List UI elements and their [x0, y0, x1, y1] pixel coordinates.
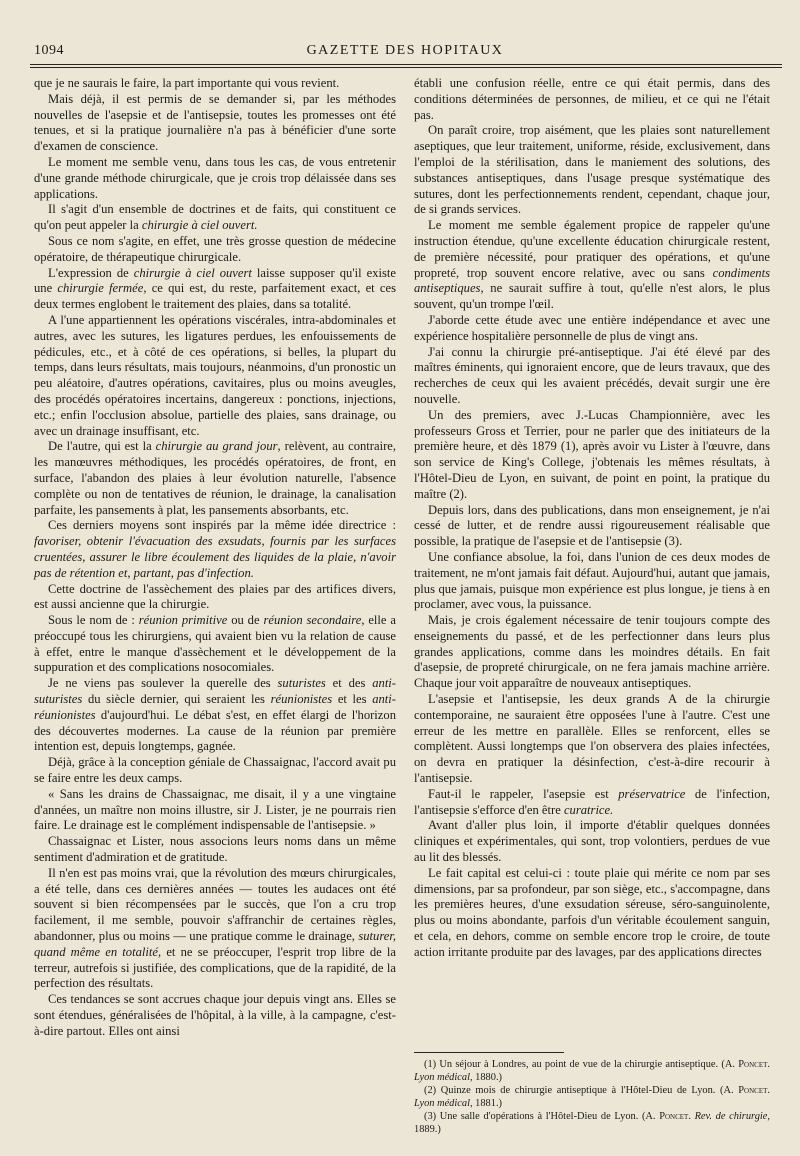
paragraph: Depuis lors, dans des publications, dans mon enseignement, je n'ai cessé de lutter, et de rendre aussi rigoureusement réalisable que possible, la pratique de l'asepsie et de l'antisepsie (3).	[414, 502, 770, 549]
paragraph	[34, 439, 396, 518]
text-run: ou de	[227, 613, 264, 628]
paragraph: Le moment me semble venu, dans tous les cas, de vous entretenir d'une grande méthode chirurgicale, que je crois trop délaissée dans ses applications.	[34, 154, 396, 201]
paragraph: J'ai connu la chirurgie pré-antiseptique. J'ai été élevé par des maîtres éminents, qui ignoraient encore, que de leurs travaux, que des recherches de ceux qui les avaient précédés, devait surgir une ère nouvelle.	[414, 344, 770, 406]
italic-run: chirurgie à ciel ouvert	[133, 265, 252, 280]
paragraph: Ces tendances se sont accrues chaque jour depuis vingt ans. Elles se sont étendues, généralisées de l'hôpital, à la ville, à la campagne, c'est-à-dire partout. Elles ont ainsi	[34, 992, 396, 1038]
paragraph	[34, 613, 396, 676]
paragraph: « Sans les drains de Chassaignac, me disait, il y a une vingtaine d'années, un maître non moins illustre, sir J. Lister, je ne pourrais rien faire. Le drainage est le complément indispensable de l'antisepsie. »	[34, 786, 396, 833]
paragraph: Un des premiers, avec J.-Lucas Championnière, avec les professeurs Gross et Terrier, pour ne parler que des initiateurs de la première heure, et dès 1879 (1), après avoir vu Lister à l'œuvre, dans son service de King's College, j'obtenais les mêmes résultats, à l'Hôtel-Dieu de Lyon, en suivant, de point en point, la pratique du maître (2).	[414, 407, 770, 501]
text-run: et les	[332, 692, 373, 707]
italic-run: condiments antiseptiques	[414, 265, 770, 296]
paragraph: établi une confusion réelle, entre ce qui était permis, dans des conditions déterminées de personnes, de milieu, et ce qui ne l'était pas.	[414, 76, 770, 122]
journal-name: Lyon médical	[414, 1098, 470, 1109]
italic-run: chirurgie fermée	[57, 281, 144, 296]
left-column	[34, 76, 396, 1040]
footnote-rule	[414, 1052, 564, 1053]
header-rule	[30, 64, 782, 65]
text-run: (3) Une salle d'opérations à l'Hôtel-Dieu de Lyon. (A.	[424, 1111, 660, 1122]
text-run: et des	[325, 676, 373, 691]
italic-run: curatrice.	[563, 802, 614, 817]
text-run: .	[688, 1111, 695, 1122]
italic-run: chirurgie au grand jour	[155, 439, 278, 454]
text-run: (1) Un séjour à Londres, au point de vue de la chirurgie antiseptique. (A.	[424, 1059, 739, 1070]
text-run: , ce qui est, du reste, parfaitement exact, et ces deux termes englobent le traitement des plaies, dans sa totalité.	[34, 281, 396, 312]
text-run: Je ne viens pas soulever la querelle des	[48, 676, 278, 691]
text-run: .	[767, 1085, 770, 1096]
text-run: , 1881.)	[469, 1098, 503, 1109]
paragraph	[34, 866, 396, 992]
paragraph: Déjà, grâce à la conception géniale de Chassaignac, l'accord avait pu se faire entre les deux camps.	[34, 755, 396, 786]
italic-run: préservatrice	[618, 786, 686, 801]
paragraph: Cette doctrine de l'assèchement des plaies par des artifices divers, est aussi ancienne que la chirurgie.	[34, 581, 396, 612]
italic-run: réunionistes	[270, 692, 333, 707]
italic-run: réunion secondaire	[263, 613, 362, 628]
text-run: , ne saurait suffire à tout, qu'elle n'est alors, le plus souvent, qu'un trompe l'œil.	[414, 281, 770, 312]
running-header	[30, 40, 780, 62]
paragraph	[414, 787, 770, 819]
text-run: Faut-il le rappeler, l'asepsie est	[428, 786, 619, 801]
text-run: , 1880.)	[469, 1072, 503, 1083]
author-name: Poncet	[738, 1059, 768, 1070]
text-run: , relèvent, au contraire, les manœuvres méthodiques, les procédés opératoires, de front, en surface, l'abandon des plaies à leur évolution naturelle, l'absence complète ou non de tentatives de réunion, le drainage, la canalisation parfaite, les pansements à plat, les pansements absorbants, etc.	[34, 439, 396, 517]
author-name: Poncet	[659, 1111, 689, 1122]
text-run: d'aujourd'hui. Le débat s'est, en effet élargi de l'horizon des découvertes modernes. La cause de la réunion par première intention est, depuis longtemps, gagnée.	[34, 707, 396, 754]
page-number: 1094	[34, 43, 64, 58]
paragraph: L'asepsie et l'antisepsie, les deux grands A de la chirurgie contemporaine, ne sauraient être opposées l'une à l'autre. C'est une erreur de les mettre en parallèle. Elles se renforcent, elles se complètent. Aussi longtemps que l'on observera des plaies infectées, on devra en pratiquer la désinfection, c'est-à-dire recourir à l'antisepsie.	[414, 692, 770, 786]
italic-run: réunion primitive	[138, 613, 228, 628]
text-run: Le moment me semble également propice de rappeler qu'une instruction étendue, qu'une excellente éducation chirurgicale restent, de première nécessité, pour pratiquer des opérations, et qu'une propreté, trop souvent encore relative, avec ou sans	[414, 218, 770, 280]
paragraph: Avant d'aller plus loin, il importe d'établir quelques données cliniques et expérimentales, qui sont, trop volontiers, perdues de vue au lit des blessés.	[414, 818, 770, 865]
text-run: laisse supposer qu'il existe une	[34, 265, 396, 296]
footnotes	[414, 1058, 770, 1136]
paragraph: A l'une appartiennent les opérations viscérales, intra-abdominales et autres, avec les sutures, les ligatures perdues, les enfouissements de pédicules, etc., et à côté de ces opérations, si belles, la plupart du temps, dans leurs résultats, mais toujours, néanmoins, d'un pronostic un peu aléatoire, d'autres opérations, cavitaires, plus ou moins aveugles, des procédés opératoires incertains, dangereux : ponctions, injections, etc.; enfin l'occlusion absolue, partielle des plaies, sans drainage, ou avec un drainage insuffisant, etc.	[34, 312, 396, 438]
paragraph	[34, 202, 396, 234]
text-run: Ces derniers moyens sont inspirés par la même idée directrice :	[48, 518, 396, 533]
italic-run: suturistes	[277, 676, 326, 691]
paragraph: Sous ce nom s'agite, en effet, une très grosse question de médecine opératoire, de thérapeutique chirurgicale.	[34, 233, 396, 264]
header-rule-second	[30, 67, 782, 68]
italic-run: chirurgie à ciel ouvert.	[141, 218, 258, 233]
italic-run: anti-suturistes	[34, 676, 397, 707]
text-run: De l'autre, qui est la	[48, 439, 156, 454]
text-run: , et ne se préoccuper, l'esprit trop libre de la terreur, autrefois si justifiée, des complications, que de la rapidité, de la perfection des résultats.	[34, 944, 396, 991]
journal-title: GAZETTE DES HOPITAUX	[306, 43, 504, 58]
italic-run: suturer, quand même en totalité	[34, 929, 396, 959]
text-run: Sous le nom de :	[48, 613, 139, 628]
paragraph	[34, 518, 396, 581]
paragraph	[414, 218, 770, 313]
right-column	[414, 76, 770, 961]
journal-name: Rev. de chirurgie	[694, 1111, 768, 1122]
paragraph: Une confiance absolue, la foi, dans l'union de ces deux modes de traitement, ne m'ont jamais fait défaut. Aujourd'hui, autant que jamais, plus que jamais, puisque mon expérience est plus longue, je tiens à en proclamer, avec vous, la puissance.	[414, 549, 770, 612]
italic-run: anti-réunionistes	[34, 692, 396, 722]
text-run: Il n'en est pas moins vrai, que la révolution des mœurs chirurgicales, a été telle, dans ces dernières années — toutes les audaces ont été souvent si bien récompensées par le succès, que l'on a cru trop facilement, il me semble, pouvoir s'affranchir de certaines règles, abandonner, plus ou moins — une pratique comme le drainage,	[34, 865, 396, 944]
paragraph: que je ne saurais le faire, la part importante qui vous revient.	[34, 76, 340, 90]
text-run: , elle a préoccupé tous les chirurgiens, qui avaient bien vu la relation de cause à effet, entre le manque d'assèchement et le développement de la suppuration et des complications nosocomiales.	[34, 613, 396, 675]
text-run: , 1889.)	[414, 1111, 770, 1135]
paragraph: Chassaignac et Lister, nous associons leurs noms dans un même sentiment d'admiration et de gratitude.	[34, 834, 396, 865]
text-run: Il s'agit d'un ensemble de doctrines et de faits, qui constituent ce qu'on peut appeler la	[34, 202, 396, 233]
paragraph: On paraît croire, trop aisément, que les plaies sont naturellement aseptiques, que leur traitement, uniforme, réside, exclusivement, dans l'emploi de la stérilisation, dans le maniement des solutions, des substances antiseptiques, dans l'usage presque systématique des sutures, dont les perfectionnements rendent, cependant, chaque jour, de si grands services.	[414, 123, 770, 217]
italic-run: favoriser, obtenir l'évacuation des exsudats, fournis par les surfaces cruentées, assurer le libre écoulement des liquides de la plaie, n'avoir pas de rétention et, partant, pas d'infection.	[34, 534, 396, 580]
footnote	[414, 1110, 770, 1136]
paragraph: Mais, je crois également nécessaire de tenir toujours compte des enseignements du passé, et de les perfectionner dans leurs plus grandes applications, comme dans les moindres détails. En fait d'asepsie, de propreté chirurgicale, on ne fera jamais machine arrière. Chaque jour voit apparaître de nouveaux antiseptiques.	[414, 613, 770, 691]
paragraph: J'aborde cette étude avec une entière indépendance et avec une expérience hospitalière personnelle de plus de vingt ans.	[414, 312, 770, 343]
paragraph	[34, 676, 396, 755]
paragraph: Mais déjà, il est permis de se demander si, par les méthodes nouvelles de l'asepsie et de l'antisepsie, toutes les promesses ont été tenues, et si la pratique journalière n'a pas à bénéficier d'une sorte d'examen de conscience.	[34, 91, 396, 154]
text-run: (2) Quinze mois de chirurgie antiseptique à l'Hôtel-Dieu de Lyon. (A.	[424, 1085, 739, 1096]
text-run: de l'infection, l'antisepsie s'efforce d'en être	[414, 786, 770, 817]
paragraph: Le fait capital est celui-ci : toute plaie qui mérite ce nom par ses dimensions, par sa profondeur, par son siège, etc., s'accompagne, dans les premières heures, d'une exsudation séreuse, séro-sanguinolente, plus ou moins abondante, parfois d'un véritable écoulement sanguin, et cela, en dehors, comme on semble encore trop le croire, de toute action irritante produite par des lavages, par des applications directes	[414, 865, 770, 959]
text-run: .	[767, 1059, 770, 1070]
author-name: Poncet	[738, 1085, 768, 1096]
paragraph	[34, 266, 396, 313]
journal-name: Lyon médical	[414, 1072, 470, 1083]
text-run: L'expression de	[48, 265, 134, 280]
footnote	[414, 1084, 770, 1110]
text-run: du siècle dernier, qui seraient les	[82, 692, 271, 707]
footnote	[414, 1058, 770, 1084]
